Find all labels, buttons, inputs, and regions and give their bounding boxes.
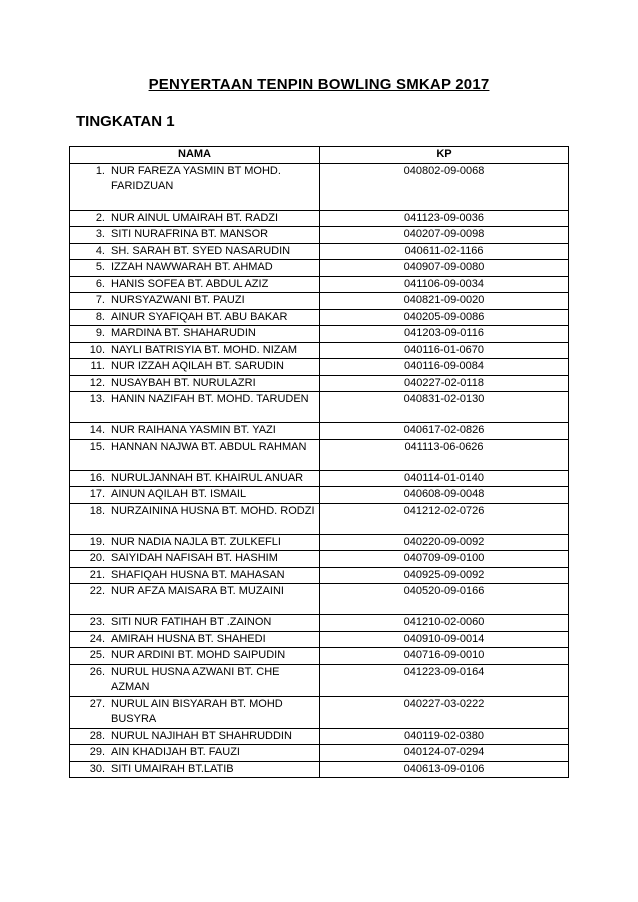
row-number: 4. bbox=[95, 244, 105, 257]
name-cell bbox=[70, 696, 320, 728]
column-header-nama: NAMA bbox=[70, 147, 320, 164]
kp-cell: 040227-03-0222 bbox=[320, 696, 569, 728]
name-cell bbox=[70, 375, 320, 392]
name-cell bbox=[70, 567, 320, 584]
table-row bbox=[70, 392, 569, 423]
table-row bbox=[70, 163, 569, 210]
name-cell bbox=[70, 745, 320, 762]
kp-cell: 040613-09-0106 bbox=[320, 761, 569, 778]
kp-cell: 040520-09-0166 bbox=[320, 584, 569, 615]
table-row bbox=[70, 728, 569, 745]
row-number: 26. bbox=[89, 665, 105, 678]
row-number: 25. bbox=[89, 649, 105, 661]
participant-name: NUR RAIHANA YASMIN BT. YAZI bbox=[111, 424, 276, 436]
row-number: 20. bbox=[89, 552, 105, 564]
participant-name: MARDINA BT. SHAHARUDIN bbox=[111, 327, 256, 339]
kp-cell: 040925-09-0092 bbox=[320, 567, 569, 584]
participant-name: HANNAN NAJWA BT. ABDUL RAHMAN bbox=[111, 440, 307, 453]
column-header-kp: KP bbox=[320, 147, 569, 164]
participant-name: NUR FAREZA YASMIN BT MOHD. FARIDZUAN bbox=[111, 164, 281, 192]
row-number: 13. bbox=[89, 393, 105, 405]
name-cell bbox=[70, 260, 320, 277]
table-row bbox=[70, 210, 569, 227]
participant-name: NUR NADIA NAJLA BT. ZULKEFLI bbox=[111, 535, 281, 548]
kp-cell: 041210-02-0060 bbox=[320, 615, 569, 632]
table-row bbox=[70, 551, 569, 568]
name-cell bbox=[70, 163, 320, 210]
name-cell bbox=[70, 761, 320, 778]
name-cell bbox=[70, 326, 320, 343]
table-row bbox=[70, 276, 569, 293]
name-cell bbox=[70, 728, 320, 745]
participant-name: NURSYAZWANI BT. PAUZI bbox=[111, 294, 245, 306]
row-number: 8. bbox=[95, 310, 105, 323]
row-number: 17. bbox=[89, 488, 105, 500]
participant-name: AINUR SYAFIQAH BT. ABU BAKAR bbox=[111, 310, 288, 323]
row-number: 2. bbox=[95, 211, 105, 224]
participant-name: NUSAYBAH BT. NURULAZRI bbox=[111, 376, 256, 389]
participant-name: NUR IZZAH AQILAH BT. SARUDIN bbox=[111, 360, 284, 372]
table-row bbox=[70, 761, 569, 778]
participant-name: NURUL HUSNA AZWANI BT. CHE AZMAN bbox=[111, 665, 280, 693]
kp-cell: 040709-09-0100 bbox=[320, 551, 569, 568]
kp-cell: 040116-09-0084 bbox=[320, 359, 569, 376]
participant-name: HANIN NAZIFAH BT. MOHD. TARUDEN bbox=[111, 393, 309, 405]
table-row bbox=[70, 375, 569, 392]
table-header-row bbox=[70, 147, 569, 164]
table-row bbox=[70, 342, 569, 359]
table-row bbox=[70, 326, 569, 343]
row-number: 7. bbox=[95, 294, 105, 306]
name-cell bbox=[70, 631, 320, 648]
row-number: 15. bbox=[89, 440, 105, 453]
row-number: 29. bbox=[89, 746, 105, 758]
participant-name: NUR AFZA MAISARA BT. MUZAINI bbox=[111, 585, 284, 597]
participant-name: SHAFIQAH HUSNA BT. MAHASAN bbox=[111, 568, 285, 581]
kp-cell: 040124-07-0294 bbox=[320, 745, 569, 762]
participant-name: HANIS SOFEA BT. ABDUL AZIZ bbox=[111, 277, 269, 290]
participant-name: NURZAININA HUSNA BT. MOHD. RODZI bbox=[111, 504, 315, 517]
table-row bbox=[70, 745, 569, 762]
kp-cell: 041212-02-0726 bbox=[320, 503, 569, 534]
participant-name: AIN KHADIJAH BT. FAUZI bbox=[111, 746, 240, 758]
row-number: 3. bbox=[95, 228, 105, 240]
kp-cell: 040802-09-0068 bbox=[320, 163, 569, 210]
kp-cell: 041106-09-0034 bbox=[320, 276, 569, 293]
table-row bbox=[70, 664, 569, 696]
row-number: 28. bbox=[89, 729, 105, 742]
participant-name: SITI NUR FATIHAH BT .ZAINON bbox=[111, 616, 272, 628]
participant-name: NAYLI BATRISYIA BT. MOHD. NIZAM bbox=[111, 343, 298, 356]
kp-cell: 040617-02-0826 bbox=[320, 423, 569, 440]
row-number: 10. bbox=[89, 343, 105, 356]
name-cell bbox=[70, 210, 320, 227]
row-number: 9. bbox=[95, 327, 105, 339]
name-cell bbox=[70, 584, 320, 615]
participant-name: SITI UMAIRAH BT.LATIB bbox=[111, 762, 234, 775]
row-number: 6. bbox=[95, 277, 105, 290]
kp-cell: 041223-09-0164 bbox=[320, 664, 569, 696]
participant-name: SAIYIDAH NAFISAH BT. HASHIM bbox=[111, 552, 278, 564]
row-number: 12. bbox=[89, 376, 105, 389]
row-number: 23. bbox=[89, 616, 105, 628]
row-number: 5. bbox=[95, 261, 105, 273]
kp-cell: 041123-09-0036 bbox=[320, 210, 569, 227]
row-number: 19. bbox=[89, 535, 105, 548]
page-title: PENYERTAAN TENPIN BOWLING SMKAP 2017 bbox=[148, 76, 490, 93]
kp-cell: 040116-01-0670 bbox=[320, 342, 569, 359]
participant-name: SH. SARAH BT. SYED NASARUDIN bbox=[111, 244, 291, 257]
name-cell bbox=[70, 243, 320, 260]
kp-cell: 040831-02-0130 bbox=[320, 392, 569, 423]
name-cell bbox=[70, 439, 320, 470]
kp-cell: 041113-06-0626 bbox=[320, 439, 569, 470]
kp-cell: 041203-09-0116 bbox=[320, 326, 569, 343]
name-cell bbox=[70, 487, 320, 504]
participant-name: AMIRAH HUSNA BT. SHAHEDI bbox=[111, 632, 266, 645]
table-row bbox=[70, 631, 569, 648]
row-number: 14. bbox=[89, 424, 105, 436]
name-cell bbox=[70, 534, 320, 551]
kp-cell: 040220-09-0092 bbox=[320, 534, 569, 551]
row-number: 1. bbox=[95, 164, 105, 177]
name-cell bbox=[70, 227, 320, 244]
table-row bbox=[70, 503, 569, 534]
participant-name: NURULJANNAH BT. KHAIRUL ANUAR bbox=[111, 471, 304, 484]
kp-cell: 040910-09-0014 bbox=[320, 631, 569, 648]
table-row bbox=[70, 227, 569, 244]
kp-cell: 040114-01-0140 bbox=[320, 470, 569, 487]
table-row bbox=[70, 243, 569, 260]
kp-cell: 040907-09-0080 bbox=[320, 260, 569, 277]
table-row bbox=[70, 567, 569, 584]
name-cell bbox=[70, 615, 320, 632]
name-cell bbox=[70, 503, 320, 534]
participant-name: NURUL AIN BISYARAH BT. MOHD BUSYRA bbox=[111, 697, 283, 725]
table-body bbox=[70, 163, 569, 778]
participant-name: IZZAH NAWWARAH BT. AHMAD bbox=[111, 261, 273, 273]
table-row bbox=[70, 487, 569, 504]
row-number: 22. bbox=[89, 585, 105, 597]
table-row bbox=[70, 293, 569, 310]
participant-name: NUR AINUL UMAIRAH BT. RADZI bbox=[111, 211, 279, 224]
name-cell bbox=[70, 276, 320, 293]
participant-name: NUR ARDINI BT. MOHD SAIPUDIN bbox=[111, 649, 286, 661]
name-cell bbox=[70, 342, 320, 359]
kp-cell: 040611-02-1166 bbox=[320, 243, 569, 260]
kp-cell: 040205-09-0086 bbox=[320, 309, 569, 326]
row-number: 27. bbox=[89, 697, 105, 710]
table-row bbox=[70, 648, 569, 665]
row-number: 18. bbox=[89, 504, 105, 517]
kp-cell: 040716-09-0010 bbox=[320, 648, 569, 665]
name-cell bbox=[70, 359, 320, 376]
kp-cell: 040119-02-0380 bbox=[320, 728, 569, 745]
row-number: 30. bbox=[89, 762, 105, 775]
table-row bbox=[70, 309, 569, 326]
kp-cell: 040608-09-0048 bbox=[320, 487, 569, 504]
name-cell bbox=[70, 423, 320, 440]
name-cell bbox=[70, 470, 320, 487]
name-cell bbox=[70, 309, 320, 326]
row-number: 21. bbox=[89, 568, 105, 581]
table-row bbox=[70, 534, 569, 551]
table-row bbox=[70, 470, 569, 487]
participant-name: AINUN AQILAH BT. ISMAIL bbox=[111, 488, 247, 500]
table-row bbox=[70, 584, 569, 615]
row-number: 24. bbox=[89, 632, 105, 645]
table-row bbox=[70, 615, 569, 632]
kp-cell: 040821-09-0020 bbox=[320, 293, 569, 310]
kp-cell: 040227-02-0118 bbox=[320, 375, 569, 392]
row-number: 11. bbox=[90, 360, 105, 372]
name-cell bbox=[70, 551, 320, 568]
table-row bbox=[70, 439, 569, 470]
kp-cell: 040207-09-0098 bbox=[320, 227, 569, 244]
table-row bbox=[70, 696, 569, 728]
name-cell bbox=[70, 392, 320, 423]
participant-name: NURUL NAJIHAH BT SHAHRUDDIN bbox=[111, 729, 292, 742]
table-row bbox=[70, 423, 569, 440]
name-cell bbox=[70, 293, 320, 310]
section-title: TINGKATAN 1 bbox=[76, 113, 175, 130]
row-number: 16. bbox=[89, 471, 105, 484]
participant-name: SITI NURAFRINA BT. MANSOR bbox=[111, 228, 269, 240]
name-cell bbox=[70, 648, 320, 665]
participants-table bbox=[69, 146, 569, 778]
name-cell bbox=[70, 664, 320, 696]
table-row bbox=[70, 260, 569, 277]
table-row bbox=[70, 359, 569, 376]
